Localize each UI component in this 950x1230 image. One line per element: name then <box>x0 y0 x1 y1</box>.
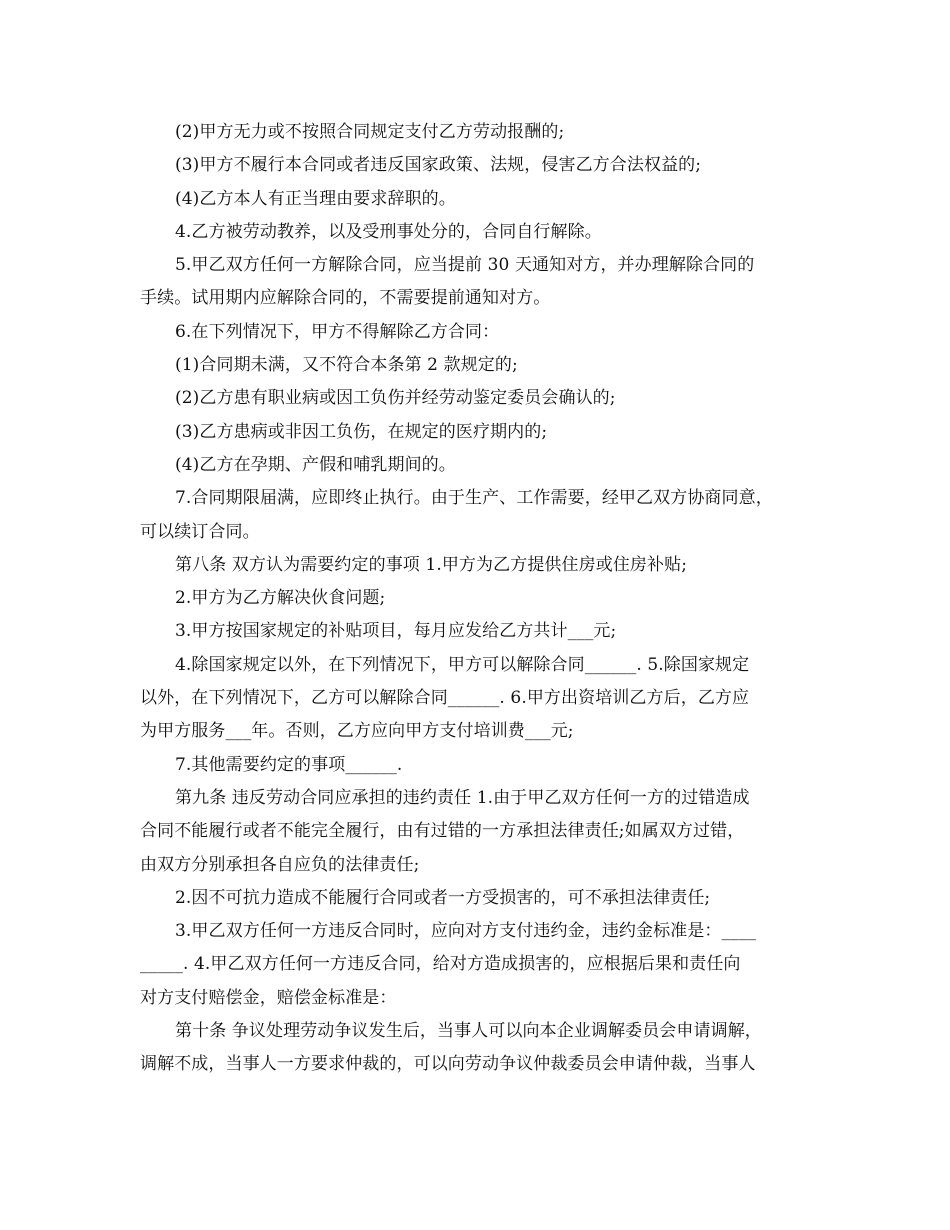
text-line: 7.其他需要约定的事项______. <box>175 754 403 775</box>
text-line: 由双方分别承担各自应负的法律责任; <box>140 854 420 875</box>
text-line: 2.因不可抗力造成不能履行合同或者一方受损害的，可不承担法律责任; <box>175 887 711 908</box>
text-line: (4)乙方本人有正当理由要求辞职的。 <box>175 188 456 209</box>
text-line: 对方支付赔偿金，赔偿金标准是： <box>140 987 397 1008</box>
text-line: 4.除国家规定以外，在下列情况下，甲方可以解除合同______. 5.除国家规定 <box>175 654 750 675</box>
text-line: 第十条 争议处理劳动争议发生后，当事人可以向本企业调解委员会申请调解， <box>175 1021 762 1042</box>
text-line: 第八条 双方认为需要约定的事项 1.甲方为乙方提供住房或住房补贴; <box>175 554 688 575</box>
text-line: 可以续订合同。 <box>140 521 260 542</box>
text-line: (2)甲方无力或不按照合同规定支付乙方劳动报酬的; <box>175 122 565 142</box>
text-line: 调解不成，当事人一方要求仲裁的，可以向劳动争议仲裁委员会申请仲裁，当事人 <box>140 1054 756 1075</box>
text-line: (3)乙方患病或非因工负伤，在规定的医疗期内的; <box>175 421 548 442</box>
text-line: 第九条 违反劳动合同应承担的违约责任 1.由于甲乙双方任何一方的过错造成 <box>175 787 750 808</box>
text-line: _____. 4.甲乙双方任何一方违反合同，给对方造成损害的，应根据后果和责任向 <box>140 954 741 975</box>
text-line: 2.甲方为乙方解决伙食问题; <box>175 588 386 609</box>
text-line: 6.在下列情况下，甲方不得解除乙方合同： <box>175 321 500 342</box>
text-line: 合同不能履行或者不能完全履行，由有过错的一方承担法律责任;如属双方过错， <box>140 821 745 842</box>
text-line: 以外，在下列情况下，乙方可以解除合同______. 6.甲方出资培训乙方后，乙方应 <box>140 688 750 709</box>
text-line: (3)甲方不履行本合同或者违反国家政策、法规，侵害乙方合法权益的; <box>175 155 702 176</box>
text-line: (4)乙方在孕期、产假和哺乳期间的。 <box>175 454 456 475</box>
text-line: 7.合同期限届满，应即终止执行。由于生产、工作需要，经甲乙双方协商同意， <box>175 488 773 509</box>
text-line: 4.乙方被劳动教养，以及受刑事处分的，合同自行解除。 <box>175 221 602 242</box>
text-line: 3.甲乙双方任何一方违反合同时，应向对方支付违约金，违约金标准是：____ <box>175 921 756 942</box>
text-line: 手续。试用期内应解除合同的，不需要提前通知对方。 <box>140 288 551 309</box>
text-line: 3.甲方按国家规定的补贴项目，每月应发给乙方共计___元; <box>175 621 617 642</box>
document-body <box>140 116 820 1082</box>
text-line: (1)合同期未满，又不符合本条第 2 款规定的; <box>175 355 518 376</box>
text-line: (2)乙方患有职业病或因工负伤并经劳动鉴定委员会确认的; <box>175 388 616 409</box>
text-line: 为甲方服务___年。否则，乙方应向甲方支付培训费___元; <box>140 721 574 742</box>
text-line: 5.甲乙双方任何一方解除合同，应当提前 30 天通知对方，并办理解除合同的 <box>175 255 755 276</box>
